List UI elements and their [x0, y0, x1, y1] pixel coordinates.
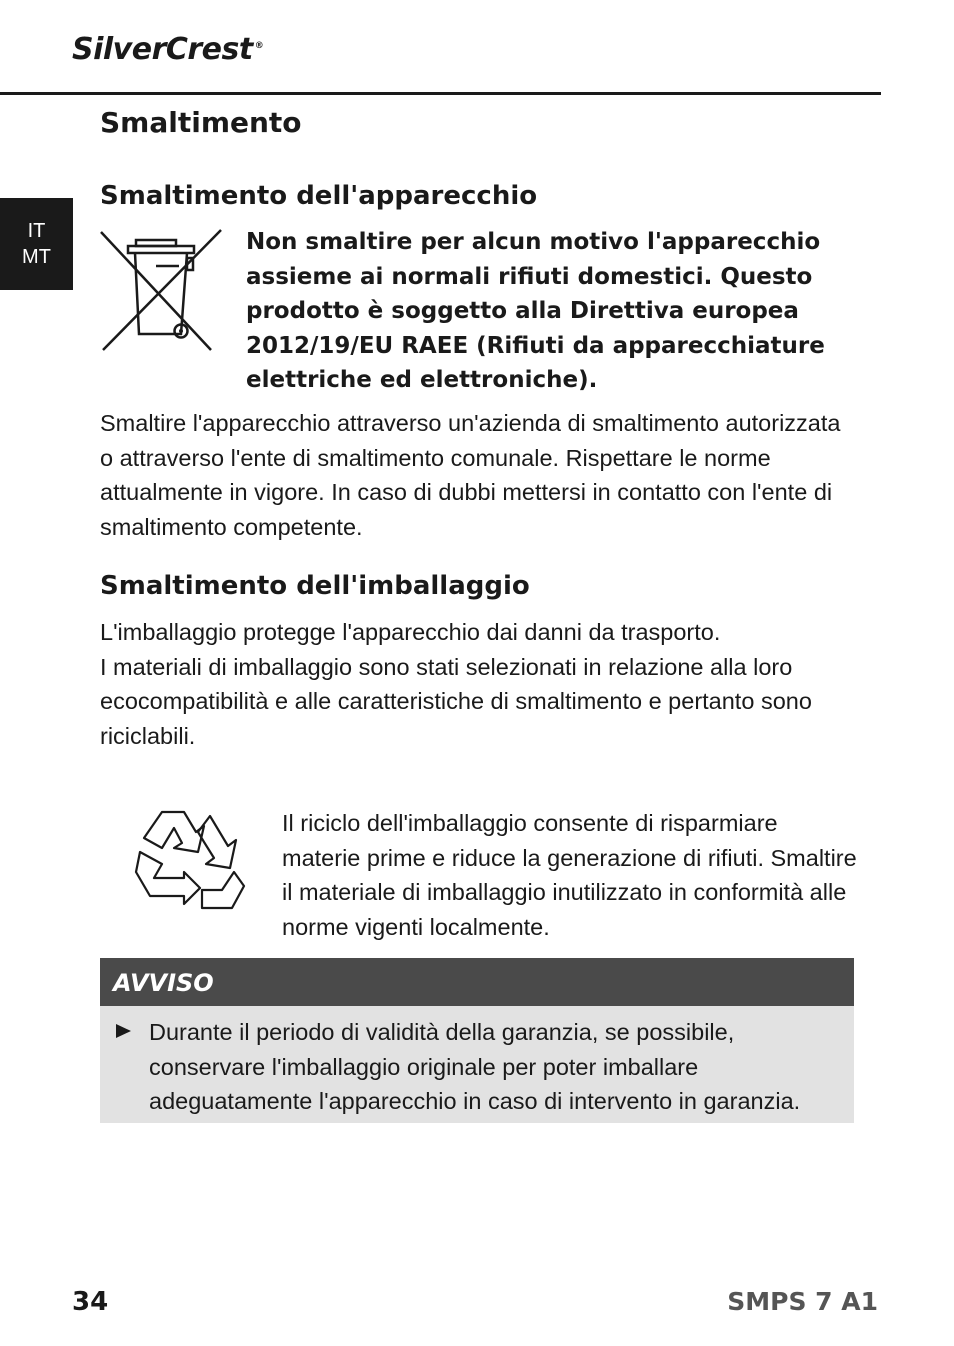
notice-box	[100, 1006, 854, 1123]
notice-title: AVVISO	[100, 958, 854, 1006]
language-code-it: IT	[27, 220, 46, 242]
recycle-info	[282, 806, 862, 944]
language-tab	[0, 198, 73, 290]
packaging-text-line-1: L'imballaggio protegge l'apparecchio dai danni da trasporto.	[100, 619, 721, 645]
packaging-text-line-2: I materiali di imballaggio sono stati selezionati in relazione alla loro ecocompatibilità e alle caratteristiche di smaltimento e pertanto sono riciclabili.	[100, 653, 812, 749]
page-number: 34	[72, 1287, 109, 1317]
brand-logo	[72, 32, 263, 67]
brand-logo-text: SilverCrest	[72, 32, 253, 67]
weee-warning-text: Non smaltire per alcun motivo l'apparecchio assieme ai normali rifiuti domestici. Questo prodotto è soggetto alla Direttiva europea 2012/19/EU RAEE (Rifiuti da apparecchiature elettriche ed elettroniche).	[246, 229, 825, 393]
device-disposal-text	[100, 406, 860, 544]
crossed-out-wheelie-bin-icon	[99, 226, 223, 358]
recycle-icon	[132, 806, 247, 916]
notice-text: Durante il periodo di validità della garanzia, se possibile, conservare l'imballaggio originale per poter imballare adeguatamente l'apparecchio in caso di intervento in garanzia.	[149, 1019, 801, 1114]
language-code-mt: MT	[22, 246, 51, 268]
model-number: SMPS 7 A1	[727, 1287, 878, 1316]
device-disposal-heading: Smaltimento dell'apparecchio	[100, 181, 538, 211]
page-title: Smaltimento	[100, 106, 302, 139]
registered-mark: ®	[254, 41, 264, 51]
arrow-bullet-icon	[116, 1024, 131, 1038]
device-disposal-paragraph: Smaltire l'apparecchio attraverso un'azienda di smaltimento autorizzata o attraverso l'ente di smaltimento comunale. Rispettare le norme attualmente in vigore. In caso di dubbi mettersi in contatto con l'ente di smaltimento competente.	[100, 410, 841, 540]
packaging-disposal-text	[100, 615, 860, 753]
header-rule	[0, 92, 881, 95]
packaging-disposal-heading: Smaltimento dell'imballaggio	[100, 571, 530, 601]
recycle-text: Il riciclo dell'imballaggio consente di risparmiare materie prime e riduce la generazione di rifiuti. Smaltire il materiale di imballaggio inutilizzato in conformità alle norme vigenti localmente.	[282, 810, 857, 940]
